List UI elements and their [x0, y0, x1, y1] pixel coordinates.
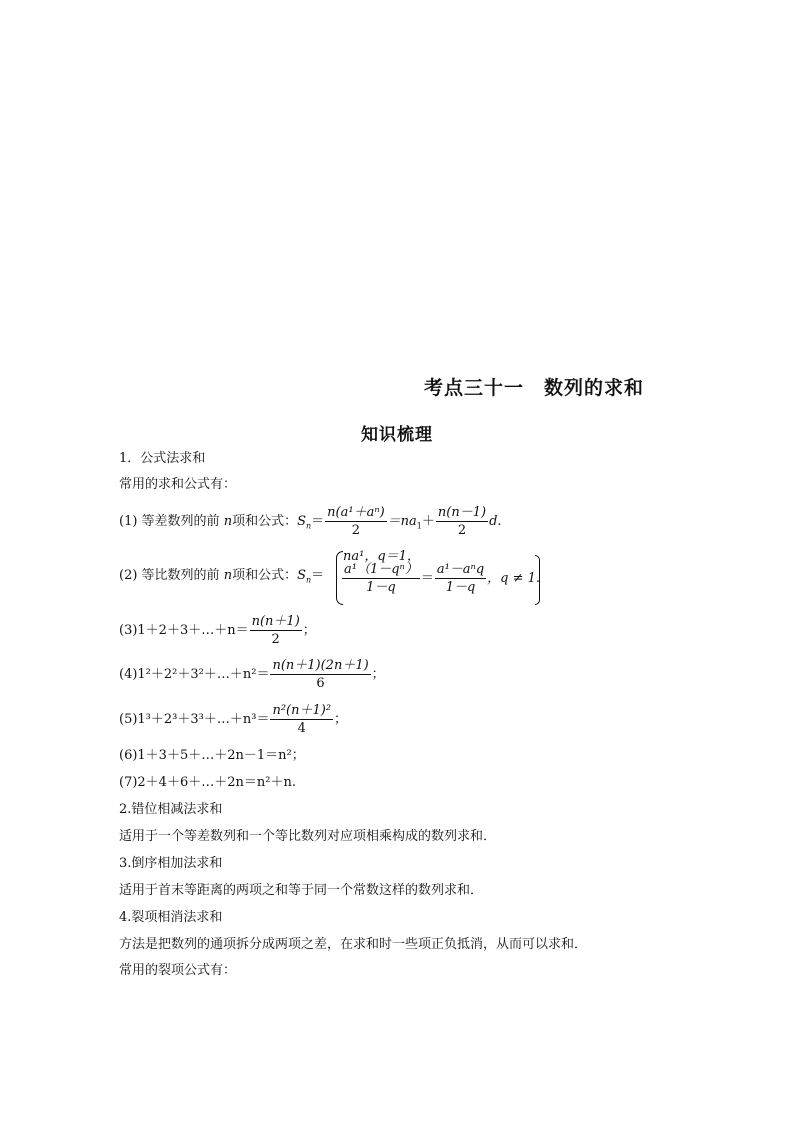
f1-num2: n(n－1) [437, 505, 487, 520]
f2-lhs-sub: n [306, 575, 312, 585]
f4-fraction [270, 658, 370, 691]
f1-den2: 2 [457, 523, 467, 538]
f1-den: 2 [351, 523, 361, 538]
section-subtitle: 知识梳理 [361, 425, 433, 445]
f4-num: n(n＋1)(2n＋1) [272, 658, 369, 673]
sec2-body: 适用于一个等差数列和一个等比数列对应项相乘构成的数列求和． [119, 829, 497, 844]
f1-fraction-2 [436, 505, 488, 538]
formula-1: (1) 等差数列的前 n项和公式：$S_n=$ $\frac{\text{n(a¹＋aⁿ)}}{2}$ $=na_1+$ $\frac{n(n-1)}{2}$ d. [119, 505, 502, 538]
f3-tail: ； [302, 623, 316, 638]
f1-mid: 项和公式： [232, 514, 298, 529]
formula-4 [119, 658, 385, 691]
f2-case2 [341, 562, 540, 595]
formula-6: (6)1＋3＋5＋…＋2n－1＝n²； [119, 748, 305, 763]
formula-3 [119, 614, 316, 647]
f2-case1: na¹，q＝1， [343, 549, 420, 564]
f2-case2-eq: ＝ [420, 571, 434, 586]
f2-case2-den: 1－q [366, 580, 396, 595]
f5-den: 4 [297, 721, 306, 736]
f1-tail: d. [489, 514, 502, 529]
f2-case2-tail: ，q ≠ 1. [487, 571, 541, 586]
f1-eq1: ＝na [387, 514, 417, 529]
sec4-body: 方法是把数列的通项拆分成两项之差，在求和时一些项正负抵消，从而可以求和． [119, 937, 588, 952]
f1-lhs-sub: n [306, 521, 312, 531]
f1-n: n [223, 514, 233, 529]
sec4-heading: 4.裂项相消法求和 [119, 910, 223, 925]
f2-case2-fraction-1 [342, 562, 420, 595]
sec3-heading: 3.倒序相加法求和 [119, 856, 223, 871]
f2-mid: 项和公式： [232, 568, 298, 583]
f3-fraction [250, 614, 302, 647]
f1-fraction-1 [325, 505, 387, 538]
f4-prefix: (4)1²＋2²＋3²＋…＋n²＝ [119, 667, 270, 682]
f2-right-paren [535, 555, 540, 605]
f3-num: n(n＋1) [251, 614, 300, 629]
sec2-heading: 2.错位相减法求和 [119, 802, 223, 817]
f5-prefix: (5)1³＋2³＋3³＋…＋n³＝ [119, 712, 270, 727]
sec3-body: 适用于首末等距离的两项之和等于同一个常数这样的数列求和． [119, 883, 484, 898]
formula-2-label: (2) 等比数列的前 n项和公式：$S_n=$ [119, 568, 325, 585]
f5-tail: ； [334, 712, 348, 727]
f2-case2-den2: 1－q [445, 580, 476, 595]
f2-n: n [223, 568, 233, 583]
f3-den: 2 [271, 632, 280, 647]
f2-case2-fraction-2 [435, 562, 486, 595]
f5-num: n²(n＋1)² [272, 703, 332, 718]
f2-lhs: S [297, 568, 306, 583]
sec4-tail: 常用的裂项公式有： [119, 963, 237, 978]
f2-prefix: (2) 等比数列的前 [119, 568, 220, 583]
page-title: 考点三十一 数列的求和 [424, 377, 645, 399]
formula-7: (7)2＋4＋6＋…＋2n＝n²＋n. [119, 775, 296, 790]
f1-num: n(a¹＋aⁿ) [327, 505, 385, 520]
f4-den: 6 [316, 676, 325, 691]
f3-prefix: (3)1＋2＋3＋…＋n＝ [119, 623, 249, 638]
f2-case2-num2: a¹－aⁿq [436, 562, 485, 577]
f1-plus: ＋ [421, 514, 435, 529]
f2-case2-num: a¹（1－qⁿ） [344, 562, 418, 577]
f1-prefix: (1) 等差数列的前 [119, 514, 220, 529]
f5-fraction [270, 703, 333, 736]
formula-5 [119, 703, 347, 736]
f1-eq1-sub: 1 [416, 521, 422, 531]
sec1-intro: 常用的求和公式有： [119, 477, 237, 492]
f1-lhs: S [297, 514, 306, 529]
f4-tail: ； [371, 667, 385, 682]
sec1-heading: 1．公式法求和 [119, 451, 206, 466]
